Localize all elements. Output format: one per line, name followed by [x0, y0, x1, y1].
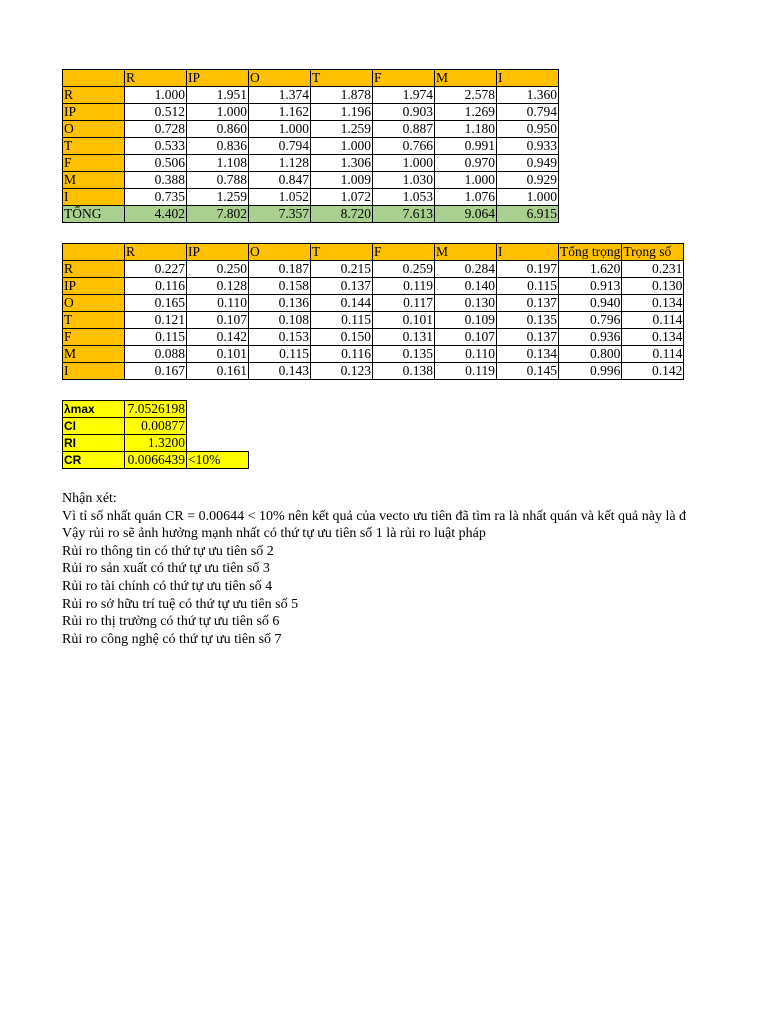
- column-header[interactable]: IP: [187, 244, 249, 261]
- cell-value[interactable]: 0.970: [435, 155, 497, 172]
- column-header[interactable]: T: [311, 70, 373, 87]
- cell-value[interactable]: 0.165: [125, 295, 187, 312]
- cell-value[interactable]: 0.135: [497, 312, 559, 329]
- column-header[interactable]: O: [249, 244, 311, 261]
- cell-value[interactable]: 0.144: [311, 295, 373, 312]
- cell-value[interactable]: 0.949: [497, 155, 559, 172]
- cell-value[interactable]: 0.796: [559, 312, 622, 329]
- cell-value[interactable]: 0.929: [497, 172, 559, 189]
- cell-value[interactable]: 0.936: [559, 329, 622, 346]
- row-label[interactable]: O: [63, 295, 125, 312]
- pairwise-comparison-table: [62, 69, 559, 223]
- cell-value[interactable]: 0.138: [373, 363, 435, 380]
- cell-value[interactable]: 0.140: [435, 278, 497, 295]
- cell-value[interactable]: 0.996: [559, 363, 622, 380]
- cell-value[interactable]: 0.794: [497, 104, 559, 121]
- column-header[interactable]: R: [125, 70, 187, 87]
- note-line: Vậy rủi ro sẽ ảnh hưởng mạnh nhất có thứ tự ưu tiên số 1 là rủi ro luật pháp: [62, 526, 486, 542]
- table-row: [63, 172, 559, 189]
- cell-value[interactable]: 0.836: [187, 138, 249, 155]
- cell-value[interactable]: 0.800: [559, 346, 622, 363]
- total-value[interactable]: 6.915: [497, 206, 559, 223]
- cell-value[interactable]: 1.076: [435, 189, 497, 206]
- cell-value[interactable]: 1.072: [311, 189, 373, 206]
- cell-value[interactable]: 0.137: [497, 329, 559, 346]
- cell-value[interactable]: 0.119: [373, 278, 435, 295]
- cell-value[interactable]: 1.052: [249, 189, 311, 206]
- row-label[interactable]: R: [63, 261, 125, 278]
- table-row: [63, 295, 684, 312]
- row-label[interactable]: F: [63, 329, 125, 346]
- cell-value[interactable]: 0.847: [249, 172, 311, 189]
- cell-value[interactable]: 0.142: [622, 363, 684, 380]
- header-row: [63, 70, 559, 87]
- cell-value[interactable]: 1.878: [311, 87, 373, 104]
- cell-value[interactable]: 0.933: [497, 138, 559, 155]
- cell-value[interactable]: 0.259: [373, 261, 435, 278]
- cell-value[interactable]: 1.951: [187, 87, 249, 104]
- row-label[interactable]: T: [63, 312, 125, 329]
- ri-value[interactable]: 1.3200: [125, 435, 187, 452]
- cell-value[interactable]: 0.227: [125, 261, 187, 278]
- cell-value[interactable]: 0.115: [311, 312, 373, 329]
- cr-label[interactable]: CR: [63, 452, 125, 469]
- cell-value[interactable]: 0.134: [622, 295, 684, 312]
- cell-value[interactable]: 1.000: [497, 189, 559, 206]
- cell-value[interactable]: 2.578: [435, 87, 497, 104]
- cell-value[interactable]: 0.130: [622, 278, 684, 295]
- column-header[interactable]: I: [497, 70, 559, 87]
- table-row: [63, 138, 559, 155]
- cell-value[interactable]: 0.131: [373, 329, 435, 346]
- cell-value[interactable]: 0.137: [497, 295, 559, 312]
- row-label[interactable]: O: [63, 121, 125, 138]
- cell-value[interactable]: 0.158: [249, 278, 311, 295]
- cell-value[interactable]: 0.991: [435, 138, 497, 155]
- column-header[interactable]: F: [373, 70, 435, 87]
- table-row: [63, 87, 559, 104]
- note-line: Rủi ro sở hữu trí tuệ có thứ tự ưu tiên số 5: [62, 596, 299, 612]
- cell-value[interactable]: 0.101: [373, 312, 435, 329]
- cell-value[interactable]: 0.887: [373, 121, 435, 138]
- cell-value[interactable]: 1.259: [311, 121, 373, 138]
- total-value[interactable]: 7.613: [373, 206, 435, 223]
- table-row: [63, 363, 684, 380]
- cell-value[interactable]: 0.913: [559, 278, 622, 295]
- cell-value[interactable]: 0.110: [435, 346, 497, 363]
- cell-value[interactable]: 0.794: [249, 138, 311, 155]
- note-line: Rủi ro tài chính có thứ tự ưu tiên số 4: [62, 578, 273, 594]
- ci-value[interactable]: 0.00877: [125, 418, 187, 435]
- note-line: Nhận xét:: [62, 491, 117, 506]
- column-header[interactable]: Trọng số: [622, 244, 684, 261]
- cell-value[interactable]: 0.123: [311, 363, 373, 380]
- cell-value[interactable]: 1.000: [373, 155, 435, 172]
- row-label[interactable]: R: [63, 87, 125, 104]
- cell-value[interactable]: 0.735: [125, 189, 187, 206]
- column-header[interactable]: R: [125, 244, 187, 261]
- cell-value[interactable]: 1.374: [249, 87, 311, 104]
- table-row: [63, 329, 684, 346]
- cell-value[interactable]: 1.000: [125, 87, 187, 104]
- cell-value[interactable]: 1.128: [249, 155, 311, 172]
- column-header[interactable]: M: [435, 244, 497, 261]
- row-label[interactable]: M: [63, 172, 125, 189]
- cell-value[interactable]: 0.117: [373, 295, 435, 312]
- cell-value[interactable]: 1.974: [373, 87, 435, 104]
- cell-value[interactable]: 0.187: [249, 261, 311, 278]
- cell-value[interactable]: 0.153: [249, 329, 311, 346]
- ci-label[interactable]: CI: [63, 418, 125, 435]
- table-row: [63, 312, 684, 329]
- note-line: Rủi ro công nghệ có thứ tự ưu tiên số 7: [62, 631, 282, 647]
- cell-value[interactable]: 1.306: [311, 155, 373, 172]
- cell-value[interactable]: 0.114: [622, 346, 684, 363]
- cell-value[interactable]: 1.196: [311, 104, 373, 121]
- corner-cell[interactable]: [63, 70, 125, 87]
- total-value[interactable]: 4.402: [125, 206, 187, 223]
- cell-value[interactable]: 0.134: [497, 346, 559, 363]
- column-header[interactable]: I: [497, 244, 559, 261]
- ri-label[interactable]: RI: [63, 435, 125, 452]
- row-label[interactable]: IP: [63, 278, 125, 295]
- cell-value[interactable]: 0.136: [249, 295, 311, 312]
- note-line: Rủi ro thị trường có thứ tự ưu tiên số 6: [62, 614, 280, 630]
- total-row: [63, 206, 559, 223]
- cell-value[interactable]: 0.116: [311, 346, 373, 363]
- cr-value[interactable]: 0.0066439: [125, 452, 187, 469]
- cell-value[interactable]: 1.000: [249, 121, 311, 138]
- ci-row: [63, 418, 249, 435]
- cell-value[interactable]: 1.162: [249, 104, 311, 121]
- cell-value[interactable]: 0.101: [187, 346, 249, 363]
- table-row: [63, 121, 559, 138]
- ri-row: [63, 435, 249, 452]
- column-header[interactable]: M: [435, 70, 497, 87]
- cell-value[interactable]: 1.269: [435, 104, 497, 121]
- cell-value[interactable]: 0.150: [311, 329, 373, 346]
- cell-value[interactable]: 0.143: [249, 363, 311, 380]
- cell-value[interactable]: 0.137: [311, 278, 373, 295]
- cell-value[interactable]: 0.128: [187, 278, 249, 295]
- cell-value[interactable]: 0.388: [125, 172, 187, 189]
- cell-value[interactable]: 0.115: [497, 278, 559, 295]
- table-row: [63, 155, 559, 172]
- table-row: [63, 278, 684, 295]
- column-header[interactable]: O: [249, 70, 311, 87]
- row-label[interactable]: T: [63, 138, 125, 155]
- column-header[interactable]: F: [373, 244, 435, 261]
- cell-value[interactable]: 0.121: [125, 312, 187, 329]
- cell-value[interactable]: 0.950: [497, 121, 559, 138]
- cell-value[interactable]: 1.009: [311, 172, 373, 189]
- lambda-label[interactable]: λmax: [63, 401, 125, 418]
- cell-value[interactable]: 0.119: [435, 363, 497, 380]
- cell-value[interactable]: 1.180: [435, 121, 497, 138]
- cell-value[interactable]: 0.115: [125, 329, 187, 346]
- cell-value[interactable]: 0.135: [373, 346, 435, 363]
- cell-value[interactable]: 1.108: [187, 155, 249, 172]
- cell-value[interactable]: 0.728: [125, 121, 187, 138]
- cell-value[interactable]: 1.000: [187, 104, 249, 121]
- cell-value[interactable]: 0.115: [249, 346, 311, 363]
- cell-value[interactable]: 0.142: [187, 329, 249, 346]
- cell-value[interactable]: 0.506: [125, 155, 187, 172]
- lambda-value[interactable]: 7.0526198: [125, 401, 187, 418]
- table-row: [63, 346, 684, 363]
- column-header[interactable]: Tổng trọng: [560, 244, 621, 259]
- cell-value[interactable]: 0.512: [125, 104, 187, 121]
- row-label[interactable]: M: [63, 346, 125, 363]
- row-label[interactable]: F: [63, 155, 125, 172]
- cell-value[interactable]: 0.109: [435, 312, 497, 329]
- cell-value[interactable]: 0.250: [187, 261, 249, 278]
- note-line: Vì tỉ số nhất quán CR = 0.00644 < 10% nên kết quả của vecto ưu tiên đã tìm ra là nhất quán và kết quả này là đ: [62, 508, 687, 524]
- row-label[interactable]: IP: [63, 104, 125, 121]
- cell-value[interactable]: 0.107: [187, 312, 249, 329]
- cell-value[interactable]: 0.116: [125, 278, 187, 295]
- cell-value[interactable]: 1.053: [373, 189, 435, 206]
- total-value[interactable]: 8.720: [311, 206, 373, 223]
- remarks: [62, 490, 768, 648]
- row-label[interactable]: I: [63, 189, 125, 206]
- table-row: [63, 261, 684, 278]
- normalized-matrix-table: [62, 243, 684, 380]
- cell-value[interactable]: 0.788: [187, 172, 249, 189]
- total-value[interactable]: 9.064: [435, 206, 497, 223]
- cell-value[interactable]: 0.940: [559, 295, 622, 312]
- cell-value[interactable]: 1.620: [559, 261, 622, 278]
- cr-row: [63, 452, 249, 469]
- lambda-row: [63, 401, 249, 418]
- cell-value[interactable]: 0.145: [497, 363, 559, 380]
- total-value[interactable]: 7.802: [187, 206, 249, 223]
- consistency-table: [62, 400, 249, 469]
- cell-value[interactable]: 1.030: [373, 172, 435, 189]
- total-label[interactable]: TỔNG: [63, 206, 125, 223]
- cell-value[interactable]: 0.231: [622, 261, 684, 278]
- note-line: Rủi ro thông tin có thứ tự ưu tiên số 2: [62, 543, 274, 559]
- cell-value[interactable]: 0.860: [187, 121, 249, 138]
- cell-value[interactable]: 0.197: [497, 261, 559, 278]
- cell-value[interactable]: 1.259: [187, 189, 249, 206]
- cell-value[interactable]: 0.114: [622, 312, 684, 329]
- cell-value[interactable]: 0.533: [125, 138, 187, 155]
- cell-value[interactable]: 0.108: [249, 312, 311, 329]
- header-row: [63, 244, 684, 261]
- cell-value[interactable]: 0.284: [435, 261, 497, 278]
- cell-value[interactable]: 0.107: [435, 329, 497, 346]
- note-line: Rủi ro sản xuất có thứ tự ưu tiên số 3: [62, 561, 270, 577]
- cell-value[interactable]: 0.903: [373, 104, 435, 121]
- row-label[interactable]: I: [63, 363, 125, 380]
- cr-note[interactable]: <10%: [187, 452, 249, 469]
- corner-cell[interactable]: [63, 244, 125, 261]
- cell-value[interactable]: 0.134: [622, 329, 684, 346]
- column-header[interactable]: T: [311, 244, 373, 261]
- total-value[interactable]: 7.357: [249, 206, 311, 223]
- column-header[interactable]: IP: [187, 70, 249, 87]
- cell-value[interactable]: 0.215: [311, 261, 373, 278]
- table-row: [63, 104, 559, 121]
- cell-value[interactable]: 0.161: [187, 363, 249, 380]
- cell-value[interactable]: 0.766: [373, 138, 435, 155]
- table-row: [63, 189, 559, 206]
- cell-value[interactable]: 0.088: [125, 346, 187, 363]
- cell-value[interactable]: 1.000: [435, 172, 497, 189]
- cell-value[interactable]: 1.360: [497, 87, 559, 104]
- cell-value[interactable]: 1.000: [311, 138, 373, 155]
- cell-value[interactable]: 0.110: [187, 295, 249, 312]
- cell-value[interactable]: 0.130: [435, 295, 497, 312]
- cell-value[interactable]: 0.167: [125, 363, 187, 380]
